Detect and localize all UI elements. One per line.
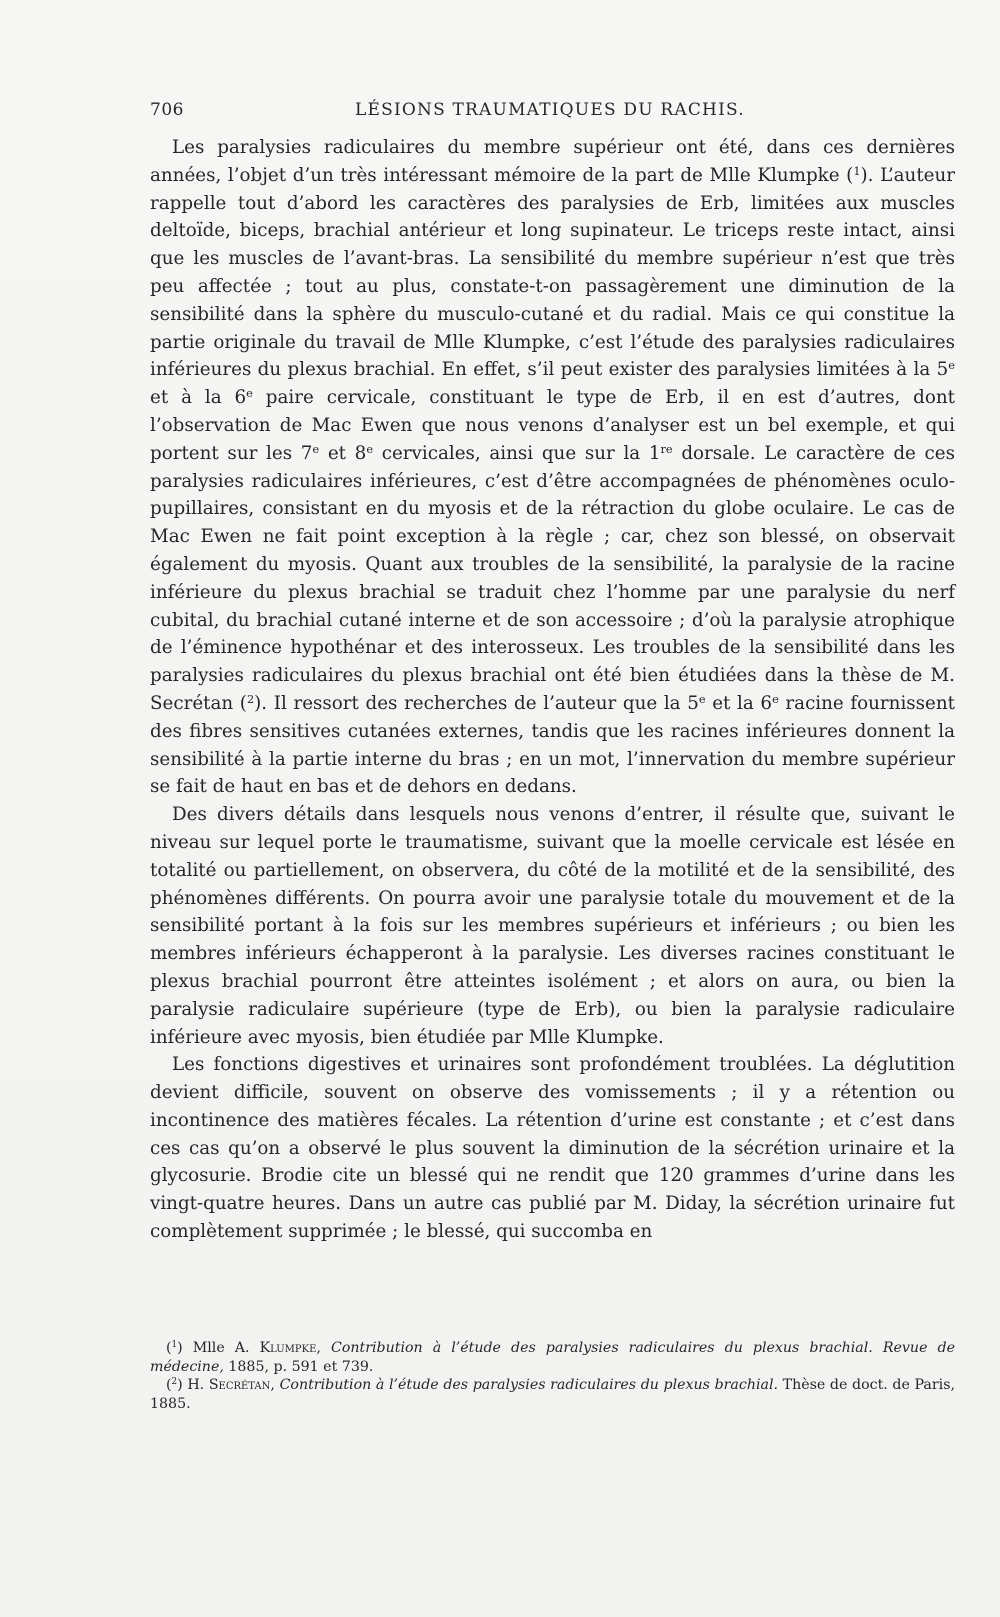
body-text: [150, 134, 955, 1246]
text-run: dorsale. Le caractère de ces paralysies radiculaires inférieures, c’est d’être accompagnées de phénomènes oculo-pupillaires, consistant en du myosis et de la rétraction du globe oculaire. Le cas de Mac Ewen ne fait point exception à la règle ; car, chez son blessé, on observait également du myosis. Quant aux troubles de la sensibilité, la paralysie de la racine inférieure du plexus brachial se traduit chez l’homme par une paralysie du nerf cubital, du brachial cutané interne et de son accessoire ; d’où la paralysie atrophique de l’éminence hypothénar et des interosseux. Les troubles de la sensibilité dans les paralysies radiculaires du plexus brachial ont été bien étudiées dans la thèse de M. Secrétan (: [150, 442, 955, 714]
text-run: et à la 6: [150, 387, 247, 409]
ordinal-suffix: e: [698, 691, 706, 706]
ordinal-suffix: re: [660, 441, 673, 456]
paragraph-3: Les fonctions digestives et urinaires sont profondément troublées. La déglutition devient difficile, souvent on observe des vomissements ; il y a rétention ou incontinence des matières fécales. La rétention d’urine est constante ; et c’est dans ces cas qu’on a observé le plus souvent la diminution de la sécrétion urinaire et la glycosurie. Brodie cite un blessé qui ne rendit que 120 grammes d’urine dans les vingt-quatre heures. Dans un autre cas publié par M. Diday, la sécrétion urinaire fut complètement supprimée ; le blessé, qui succomba en: [150, 1054, 955, 1243]
footnote-author: Klumpke: [259, 1340, 317, 1356]
ordinal-suffix: e: [246, 385, 253, 400]
text-run: et la 6: [705, 692, 773, 714]
running-header: [150, 100, 950, 126]
footnote-2: ($^2$) H. Secrétan, Contribution à l’étude des paralysies radiculaires du plexus brachial. Thèse de doct. de Paris, 1885.: [150, 1377, 955, 1412]
text-run: Les paralysies radiculaires du membre supérieur ont été, dans ces dernières années, l’objet d’un très intéressant mémoire de la part de Mlle Klumpke (: [150, 137, 955, 186]
paragraph-1: [150, 134, 955, 801]
footnotes: [150, 1339, 955, 1413]
text-run: ). L’auteur rappelle tout d’abord les caractères des paralysies de Erb, limitées aux muscles deltoïde, biceps, brachial antérieur et long supinateur. Le triceps reste intact, ainsi que les muscles de l’avant-bras. La sensibilité du membre supérieur n’est que très peu affectée ; tout au plus, constate-t-on passagèrement une diminution de la sensibilité dans la sphère du musculo-cutané et du radial. Mais ce qui constitue la partie originale du travail de Mlle Klumpke, c’est l’étude des paralysies radiculaires inférieures du plexus brachial. En effet, s’il peut exister des paralysies limitées à la 5: [150, 164, 956, 381]
ordinal-suffix: e: [366, 441, 374, 456]
footnote-title: Contribution à l’étude des paralysies radiculaires du plexus brachial.: [279, 1377, 779, 1393]
ordinal-suffix: e: [772, 691, 779, 706]
ordinal-suffix: e: [948, 358, 955, 373]
footnote-ref-2[interactable]: 2: [246, 691, 255, 706]
footnote-1: ($^1$) Mlle A. Klumpke, Contribution à l’étude des paralysies radiculaires du plexus brachial. Revue de médecine, 1885, p. 591 et 739.: [150, 1340, 955, 1375]
text-run: et 8: [319, 442, 367, 464]
page-number: 706: [150, 100, 184, 120]
running-title: LÉSIONS TRAUMATIQUES DU RACHIS.: [355, 100, 745, 120]
footnote-ref-1[interactable]: 1: [853, 163, 861, 178]
footnote-details: 1885, p. 591 et 739.: [223, 1358, 374, 1375]
footnote-details: Thèse de doct. de Paris, 1885.: [150, 1377, 955, 1412]
footnote-author: Secrétan: [208, 1377, 271, 1393]
text-run: ). Il ressort des recherches de l’auteur que la 5: [254, 692, 699, 714]
footnote-prefix: H.: [187, 1377, 209, 1393]
paragraph-2: Des divers détails dans lesquels nous venons d’entrer, il résulte que, suivant le niveau sur lequel porte le traumatisme, suivant que la moelle cervicale est lésée en totalité ou partiellement, on observera, du côté de la motilité et de la sensibilité, des phénomènes différents. On pourra avoir une paralysie totale du mouvement et de la sensibilité portant à la fois sur les membres supérieurs et inférieurs ; ou bien les membres inférieurs échapperont à la paralysie. Les diverses racines constituant le plexus brachial pourront être atteintes isolément ; et alors on aura, ou bien la paralysie radiculaire supérieure (type de Erb), ou bien la paralysie radiculaire inférieure avec myosis, bien étudiée par Mlle Klumpke.: [150, 804, 955, 1048]
ordinal-suffix: e: [312, 441, 320, 456]
text-run: cervicales, ainsi que sur la 1: [373, 442, 661, 464]
footnote-mark-2: 2: [171, 1377, 178, 1388]
text-run: paire cervicale, constituant le type de Erb, il en est d’autres, dont l’observation de Mac Ewen que nous venons d’analyser est un bel exemple, et qui portent sur les 7: [150, 387, 956, 464]
footnote-title: Contribution à l’étude des paralysies radiculaires du plexus brachial. Revue de médecine,: [150, 1340, 955, 1375]
text-run: racine fournissent des fibres sensitives cutanées externes, tandis que les racines inférieures donnent la sensibilité à la partie interne du bras ; en un mot, l’innervation du membre supérieur se fait de haut en bas et de dehors en dedans.: [150, 692, 955, 798]
footnote-prefix: Mlle A.: [192, 1340, 260, 1356]
footnote-mark-1: 1: [171, 1340, 178, 1351]
